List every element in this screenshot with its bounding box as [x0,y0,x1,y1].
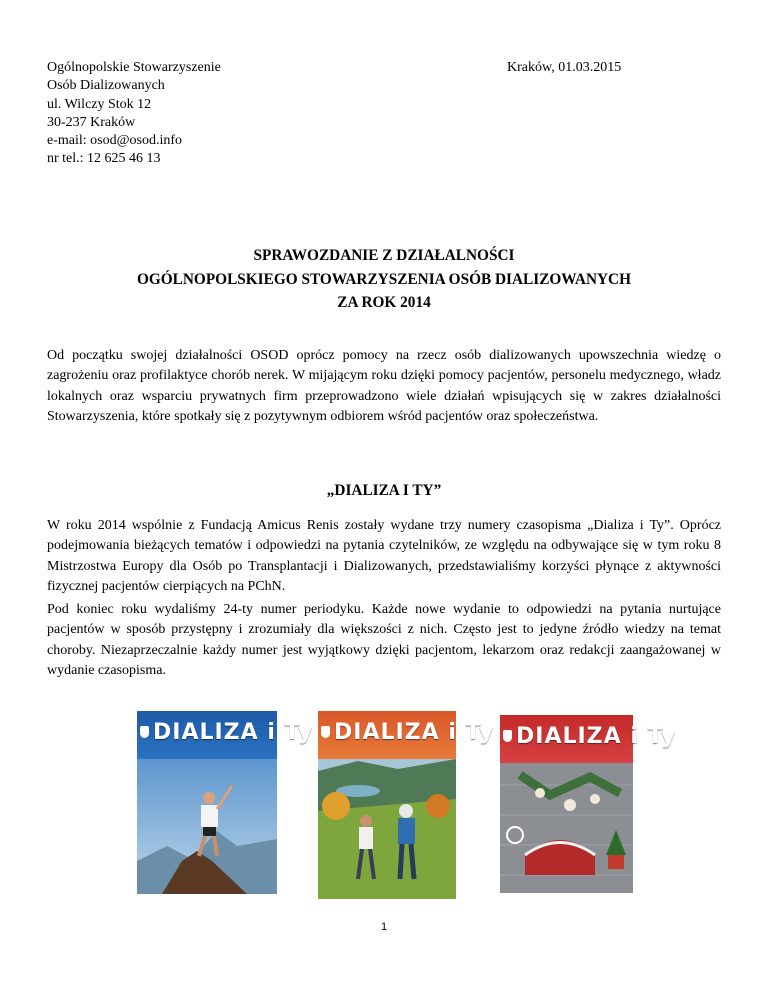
magazine-cover-1 [137,711,314,894]
address-line: Ogólnopolskie Stowarzyszenie [47,60,221,75]
address-phone: nr tel.: 12 625 46 13 [47,151,161,167]
section-paragraph: Pod koniec roku wydaliśmy 24-ty numer periodyku. Każde nowe wydanie to odpowiedzi na pytania nurtujące pacjentów w sposób przystępny i zrozumiały dla większości z nich. Często jest to jedyne źródło wiedzy na temat choroby. Niezaprzeczalnie każdy numer jest wyjątkowy dzięki pacjentom, lekarzom oraz redakcji zaangażowanej w wydanie czasopisma. [47,602,721,678]
section-paragraph: W roku 2014 wspólnie z Fundacją Amicus Renis zostały wydane trzy numery czasopisma „Dializa i Ty”. Oprócz podejmowania bieżących tematów i odpowiedzi na pytania czytelników, ze względu na odbywające się w tym roku 8 Mistrzostwa Europy dla Osób po Transplantacji i Dializowanych, przedstawialiśmy korzyści płynące z aktywności fizycznej pacjentów cierpiących na PChN. [47,518,721,594]
intro-paragraph: Od początku swojej działalności OSOD oprócz pomocy na rzecz osób dializowanych upowszechnia wiedzę o zagrożeniu oraz profilaktyce chorób nerek. W mijającym roku dzięki pomocy pacjentów, personelu medycznego, władz lokalnych oraz wsparciu prywatnych firm przeprowadzono wiele działań wpisujących się w zakres działalności Stowarzyszenia, które spotkały się z pozytywnym odbiorem wśród pacjentów oraz społeczeństwa. [47,348,721,424]
address-line: 30-237 Kraków [47,114,136,130]
title-line: ZA ROK 2014 [337,294,431,311]
sender-address [47,59,221,169]
logo-icon [321,726,330,738]
address-line: Osób Dializowanych [47,78,165,94]
page-number: 1 [380,921,388,933]
title-line: OGÓLNOPOLSKIEGO STOWARZYSZENIA OSÓB DIALIZOWANYCH [136,270,631,288]
cover-logo: DIALIZA i Ty [516,724,677,749]
address-line: ul. Wilczy Stok 12 [47,96,152,112]
cover-logo: DIALIZA i Ty [334,720,495,745]
title-line: SPRAWOZDANIE Z DZIAŁALNOŚCI [253,247,515,264]
address-email: e-mail: osod@osod.info [47,133,182,149]
section-heading: „DIALIZA I TY” [326,482,442,499]
document-date: Kraków, 01.03.2015 [507,60,622,75]
magazine-cover-3 [500,715,677,893]
document-title [0,244,768,315]
magazine-cover-2 [318,711,495,899]
logo-icon [503,730,512,742]
logo-icon [140,726,149,738]
cover-logo: DIALIZA i Ty [153,720,314,745]
